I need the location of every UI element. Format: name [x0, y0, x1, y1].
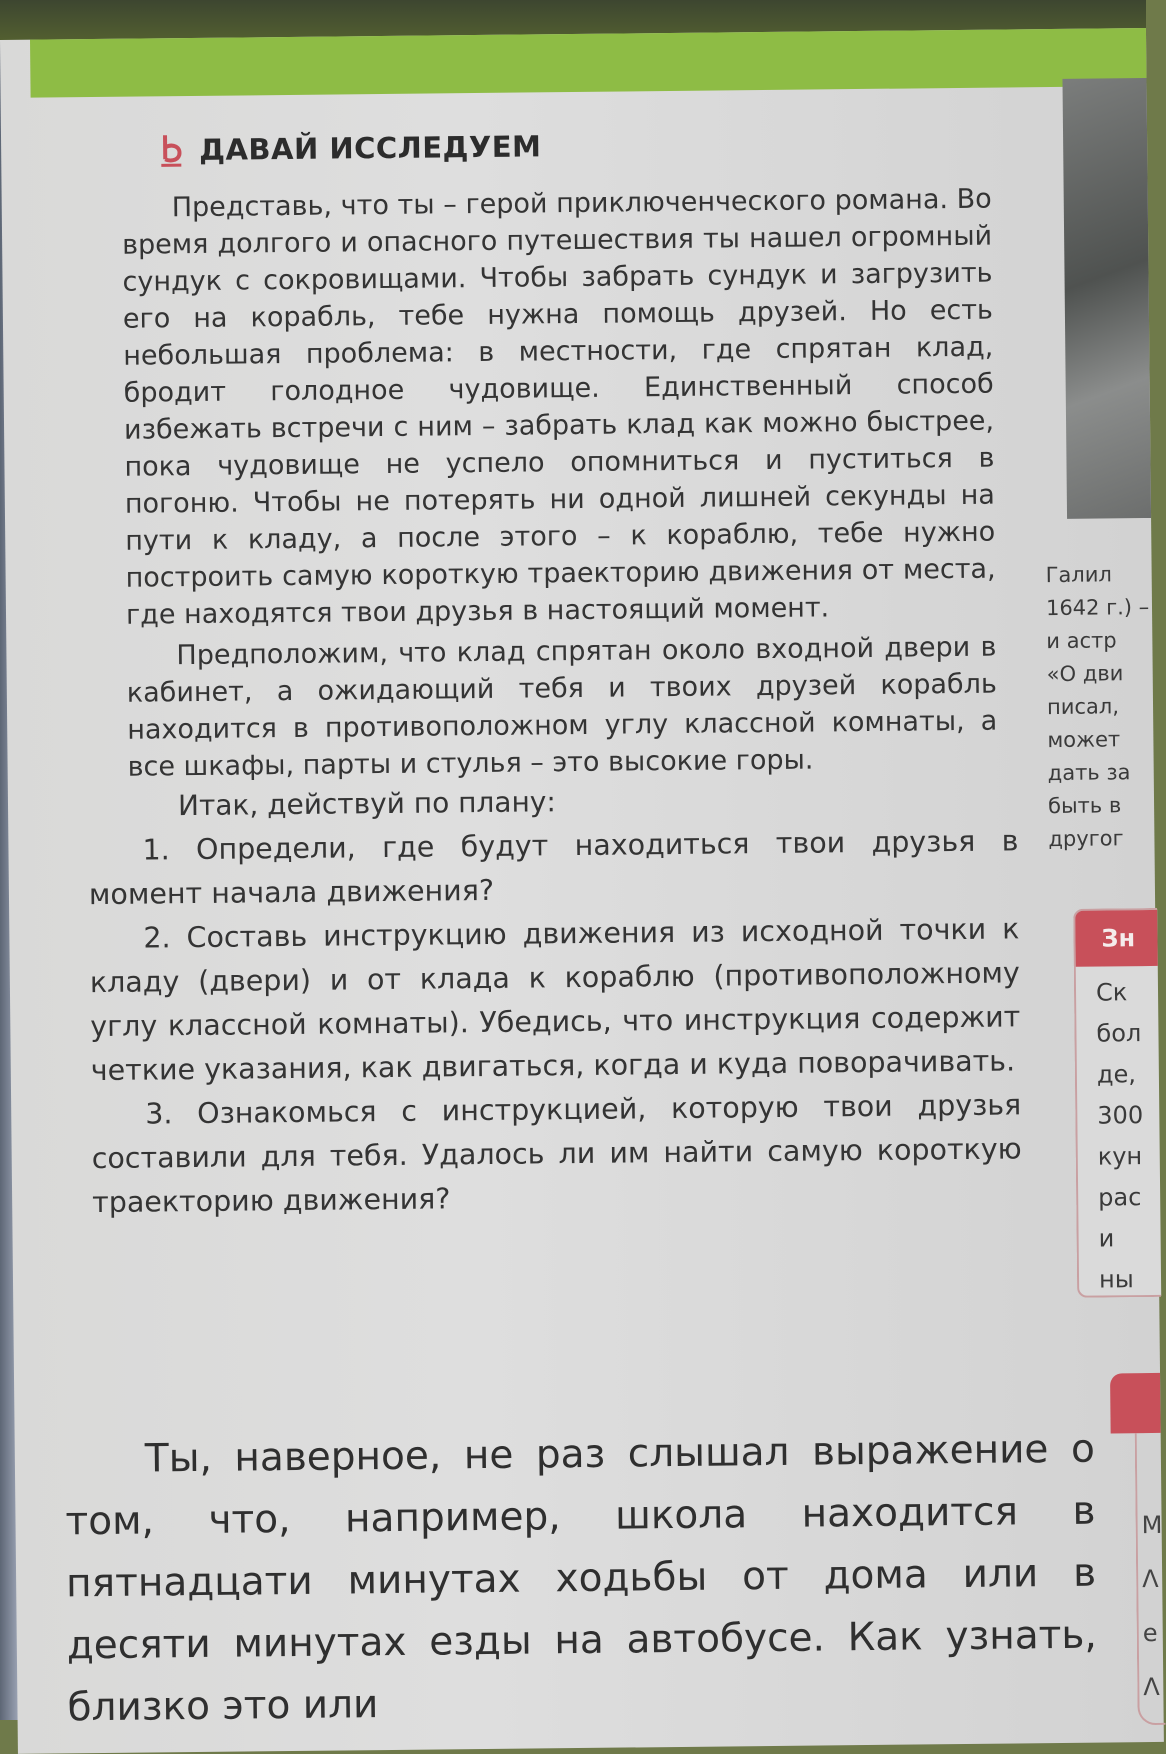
intro-paragraph-1: Представь, что ты – герой приключенческого романа. Во время долгого и опасного путешествия ты нашел огромный сундук с сокровищами. Чтобы забрать сундук и загрузить его на корабль, тебе нужна помощь друзей. Но есть небольшая проблема: в местности, где спрятан клад, бродит голодное чудовище. Единственный способ избежать встречи с ним – забрать клад как можно быстрее, пока чудовище не успело опомниться и пуститься в погоню. Чтобы не потерять ни одной лишней секунды на пути к кладу, а после этого – к кораблю, тебе нужно построить самую короткую траекторию движения от места, где находятся твои друзья в настоящий момент.	[121, 183, 996, 631]
did-you-know-box	[1073, 908, 1161, 1298]
caption-line: Галил	[1045, 562, 1112, 588]
galileo-portrait-image	[1062, 78, 1151, 519]
textbook-page	[0, 28, 1164, 1754]
caption-line: писал,	[1046, 694, 1120, 720]
side-box-header	[1110, 1373, 1161, 1434]
box-line: рас	[1098, 1183, 1142, 1212]
box-line: Ск	[1095, 978, 1128, 1007]
section-heading-row	[159, 124, 1021, 167]
main-column	[88, 124, 1032, 1224]
caption-line: быть в	[1047, 793, 1122, 819]
caption-line: дать за	[1047, 760, 1131, 786]
page-top-green-strip	[30, 28, 1147, 98]
did-you-know-text	[1076, 966, 1161, 1301]
box-line: Λ	[1143, 1672, 1160, 1702]
box-line: и	[1098, 1224, 1115, 1253]
box-line: ны	[1098, 1265, 1134, 1294]
box-line: де,	[1096, 1060, 1137, 1089]
box-line: бол	[1096, 1019, 1142, 1048]
caption-line: 1642 г.) –	[1045, 594, 1150, 621]
portrait-caption	[1045, 558, 1154, 856]
box-line: М	[1141, 1510, 1163, 1540]
box-line: е	[1142, 1618, 1158, 1648]
box-line: Λ	[1142, 1564, 1159, 1594]
plan-item-1: 1. Определи, где будут находиться твои друзья в момент начала движения?	[88, 824, 1019, 912]
explore-icon	[159, 133, 185, 167]
box-line: кун	[1097, 1142, 1143, 1171]
plan-list	[88, 819, 1032, 1225]
intro-paragraph-2: Предположим, что клад спрятан около входной двери в кабинет, а ожидающий тебя и твоих друзей корабль находится в противоположном углу классной комнаты, а все шкафы, парты и стулья – это высокие горы.	[126, 631, 998, 783]
section-heading: ДАВАЙ ИССЛЕДУЕМ	[198, 129, 542, 167]
caption-line: «О дви	[1046, 661, 1124, 687]
caption-line: может	[1047, 727, 1121, 753]
side-box-text	[1141, 1498, 1163, 1714]
caption-line: и астр	[1046, 628, 1117, 654]
did-you-know-title: Зн	[1075, 910, 1158, 967]
bottom-paragraph: Ты, наверное, не раз слышал выражение о том, что, например, школа находится в пятнадцати минутах ходьбы от дома или в десяти минутах езды на автобусе. Как узнать, близко это или	[65, 1426, 1097, 1731]
caption-line: другог	[1048, 826, 1124, 852]
box-line: 300	[1097, 1101, 1144, 1130]
plan-item-3: 3. Ознакомься с инструкцией, которую твои друзья составили для тебя. Удалось ли им найти самую короткую траекторию движения?	[91, 1088, 1022, 1220]
plan-item-2: 2. Составь инструкцию движения из исходной точки к кладу (двери) и от клада к кораблю (противоположному углу классной комнаты). Убедись, что инструкция содержит четкие указания, как двигаться, когда и куда поворачивать.	[89, 912, 1021, 1088]
plan-intro: Итак, действуй по плану:	[177, 785, 556, 823]
